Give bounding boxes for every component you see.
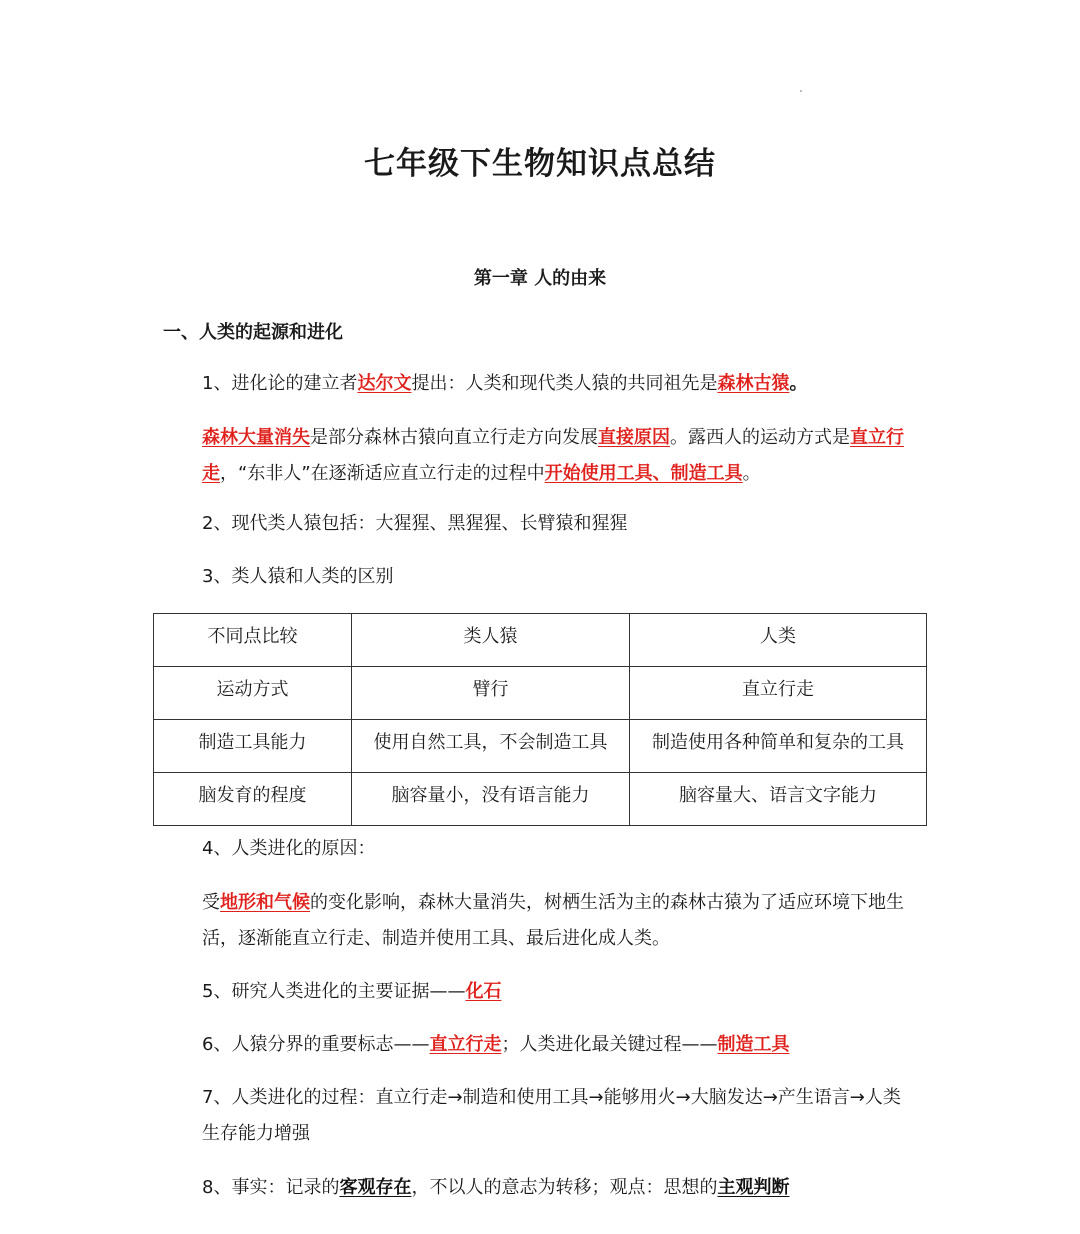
- table-cell: 不同点比较: [154, 614, 352, 667]
- highlight-making-tools: 制造工具: [717, 1034, 790, 1055]
- text: 。露西人的运动方式是: [670, 427, 850, 448]
- highlight-objective: 客观存在: [339, 1177, 412, 1198]
- text: 8、事实：记录的: [202, 1177, 340, 1198]
- table-row: [154, 667, 927, 720]
- table-cell: 脑容量大、语言文字能力: [630, 773, 927, 826]
- paragraph-3: 2、现代类人猿包括：大猩猩、黑猩猩、长臂猿和猩猩: [202, 513, 628, 534]
- paragraph-8: [202, 1027, 789, 1063]
- text: 5、研究人类进化的主要证据——: [202, 981, 466, 1002]
- highlight-upright-walking: 直立行走: [429, 1034, 502, 1055]
- table-cell: 类人猿: [352, 614, 630, 667]
- section-heading: 一、人类的起源和进化: [163, 322, 343, 343]
- table-cell: 使用自然工具，不会制造工具: [352, 720, 630, 773]
- highlight-subjective: 主观判断: [717, 1177, 790, 1198]
- table-cell: 运动方式: [154, 667, 352, 720]
- text: 受: [202, 892, 220, 913]
- table-cell: 直立行走: [630, 667, 927, 720]
- text: 1、进化论的建立者: [202, 373, 358, 394]
- text: 是部分森林古猿向直立行走方向发展: [310, 427, 598, 448]
- table-cell: 脑发育的程度: [154, 773, 352, 826]
- table-row: [154, 773, 927, 826]
- paragraph-7: [202, 974, 501, 1010]
- text: 的变化影响，森林大量消失，树栖生活为主的森林古猿为了适应环境下地生活，逐渐能直立行走、制造并使用工具、最后进化成人类。: [202, 892, 904, 949]
- paragraph-1: [202, 366, 807, 402]
- text: 。: [742, 463, 761, 484]
- table-cell: 人类: [630, 614, 927, 667]
- table-header-row: [154, 614, 927, 667]
- page-title: 七年级下生物知识点总结: [364, 146, 716, 182]
- table-cell: 制造工具能力: [154, 720, 352, 773]
- text: 6、人猿分界的重要标志——: [202, 1034, 430, 1055]
- paragraph-9: 7、人类进化的过程：直立行走→制造和使用工具→能够用火→大脑发达→产生语言→人类生存能力增强: [202, 1087, 901, 1144]
- highlight-upright: 直立行走: [202, 427, 904, 484]
- highlight-direct-cause: 直接原因: [598, 427, 670, 448]
- table-row: [154, 720, 927, 773]
- text: ，“东非人”在逐渐适应直立行走的过程中: [220, 463, 545, 484]
- scan-speck: [800, 90, 802, 92]
- chapter-heading: 第一章 人的由来: [473, 268, 607, 289]
- highlight-tools: 开始使用工具、制造工具: [544, 463, 743, 484]
- highlight-darwin: 达尔文: [357, 373, 412, 394]
- text: 。: [789, 373, 808, 394]
- table-cell: 臂行: [352, 667, 630, 720]
- highlight-forest-loss: 森林大量消失: [202, 427, 310, 448]
- paragraph-6: [202, 885, 917, 957]
- table-cell: 脑容量小，没有语言能力: [352, 773, 630, 826]
- paragraph-2: [202, 420, 917, 492]
- paragraph-10: [202, 1170, 789, 1206]
- text: 提出：人类和现代类人猿的共同祖先是: [411, 373, 718, 394]
- text: ；人类进化最关键过程——: [501, 1034, 718, 1055]
- paragraph-4: 3、类人猿和人类的区别: [202, 566, 394, 587]
- comparison-table: [153, 613, 927, 826]
- paragraph-5: 4、人类进化的原因：: [202, 838, 376, 859]
- highlight-terrain-climate: 地形和气候: [220, 892, 310, 913]
- text: ，不以人的意志为转移；观点：思想的: [411, 1177, 718, 1198]
- table-cell: 制造使用各种简单和复杂的工具: [630, 720, 927, 773]
- highlight-fossil: 化石: [465, 981, 502, 1002]
- highlight-forest-ape: 森林古猿: [717, 373, 790, 394]
